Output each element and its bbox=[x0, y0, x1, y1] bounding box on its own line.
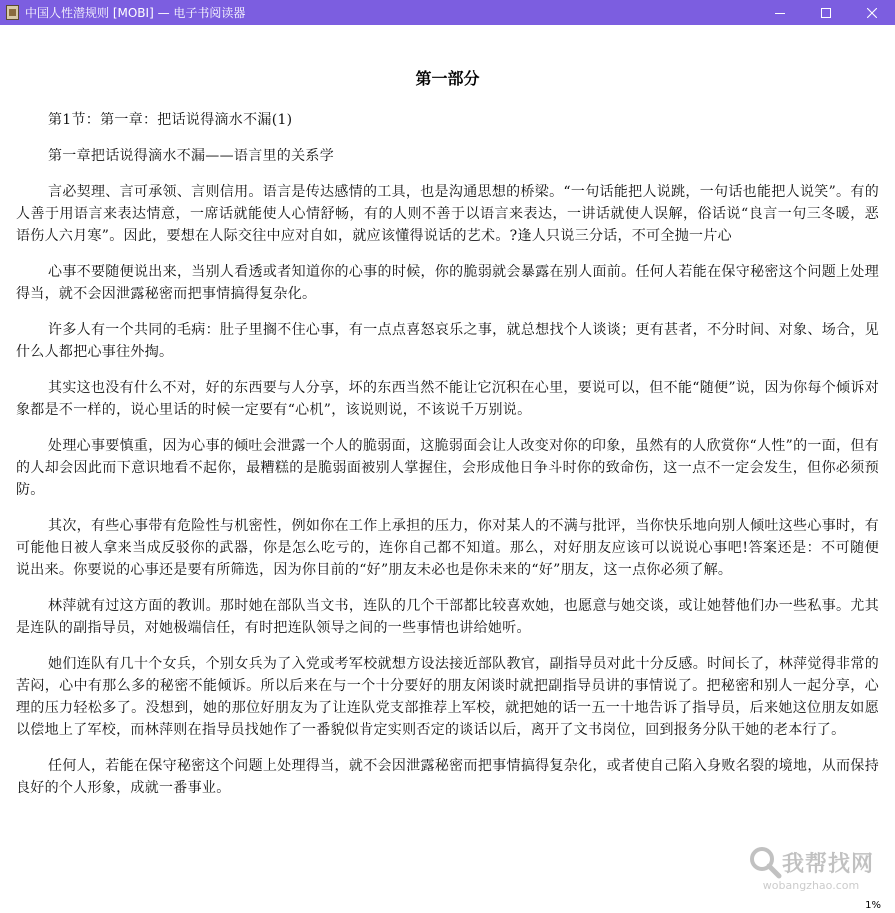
paragraph: 任何人，若能在保守秘密这个问题上处理得当，就不会因泄露秘密而把事情搞得复杂化，或者使自己陷入身败名裂的境地，从而保持良好的个人形象，成就一番事业。 bbox=[16, 758, 879, 796]
maximize-button[interactable] bbox=[803, 0, 849, 25]
book-app-icon[interactable] bbox=[6, 5, 19, 20]
chapter-title: 第一部分 bbox=[415, 69, 480, 88]
paragraph: 她们连队有几十个女兵，个别女兵为了入党或考军校就想方设法接近部队教官，副指导员对此十分反感。时间长了，林萍觉得非常的苦闷，心中有那么多的秘密不能倾诉。所以后来在与一个十分要好的朋友闲谈时就把副指导员讲的事情说了。把秘密和别人一起分享，心理的压力轻松多了。没想到，她的那位好朋友为了让连队党支部推荐上军校，就把她的话一五一十地告诉了指导员，后来她这位朋友如愿以偿地上了军校，而林萍则在指导员找她作了一番貌似肯定实则否定的谈话以后，离开了文书岗位，回到报务分队干她的老本行了。 bbox=[16, 656, 879, 738]
window-title: 中国人性潜规则 [MOBI] — 电子书阅读器 bbox=[25, 6, 246, 20]
reading-progress: 1% bbox=[865, 900, 881, 911]
watermark-url: wobangzhao.com bbox=[762, 879, 860, 892]
paragraph: 第一章把话说得滴水不漏——语言里的关系学 bbox=[48, 148, 334, 164]
paragraph: 其实这也没有什么不对，好的东西要与人分享，坏的东西当然不能让它沉积在心里，要说可以，但不能“随便”说，因为你每个倾诉对象都是不一样的，说心里话的时候一定要有“心机”，该说则说，不该说千万别说。 bbox=[16, 380, 879, 418]
watermark-name: 我帮找网 bbox=[781, 851, 874, 877]
paragraph: 第1节：第一章：把话说得滴水不漏(1) bbox=[48, 112, 293, 128]
minimize-icon bbox=[775, 8, 785, 18]
minimize-button[interactable] bbox=[757, 0, 803, 25]
paragraph: 处理心事要慎重，因为心事的倾吐会泄露一个人的脆弱面，这脆弱面会让人改变对你的印象，虽然有的人欣赏你“人性”的一面，但有的人却会因此而下意识地看不起你，最糟糕的是脆弱面被别人掌握住，会形成他日争斗时你的致命伤，这一点不一定会发生，但你必须预防。 bbox=[16, 438, 879, 498]
paragraph: 言必契理、言可承领、言则信用。语言是传达感情的工具，也是沟通思想的桥梁。“一句话能把人说跳，一句话也能把人说笑”。有的人善于用语言来表达情意，一席话就能使人心情舒畅，有的人则不善于以语言来表达，一讲话就使人误解，俗话说“良言一句三冬暖，恶语伤人六月寒”。因此，要想在人际交往中应对自如，就应该懂得说话的艺术。?逢人只说三分话，不可全抛一片心 bbox=[16, 184, 879, 244]
window-titlebar[interactable] bbox=[0, 0, 895, 25]
maximize-icon bbox=[821, 8, 831, 18]
paragraph: 林萍就有过这方面的教训。那时她在部队当文书，连队的几个干部都比较喜欢她，也愿意与她交谈，或让她替他们办一些私事。尤其是连队的副指导员，对她极端信任，有时把连队领导之间的一些事情也讲给她听。 bbox=[16, 598, 879, 636]
close-icon bbox=[867, 8, 877, 18]
paragraph: 其次，有些心事带有危险性与机密性，例如你在工作上承担的压力，你对某人的不满与批评，当你快乐地向别人倾吐这些心事时，有可能他日被人拿来当成反驳你的武器，你是怎么吃亏的，连你自己都不知道。那么，对好朋友应该可以说说心事吧!答案还是：不可随便说出来。你要说的心事还是要有所筛选，因为你目前的“好”朋友未必也是你未来的“好”朋友，这一点你必须了解。 bbox=[16, 518, 879, 578]
close-button[interactable] bbox=[849, 0, 895, 25]
window-controls bbox=[757, 0, 895, 25]
paragraph: 心事不要随便说出来，当别人看透或者知道你的心事的时候，你的脆弱就会暴露在别人面前。任何人若能在保守秘密这个问题上处理得当，就不会因泄露秘密而把事情搞得复杂化。 bbox=[16, 264, 879, 302]
reader-content[interactable] bbox=[0, 25, 895, 913]
paragraph: 许多人有一个共同的毛病：肚子里搁不住心事，有一点点喜怒哀乐之事，就总想找个人谈谈；更有甚者，不分时间、对象、场合，见什么人都把心事往外掏。 bbox=[16, 322, 879, 360]
